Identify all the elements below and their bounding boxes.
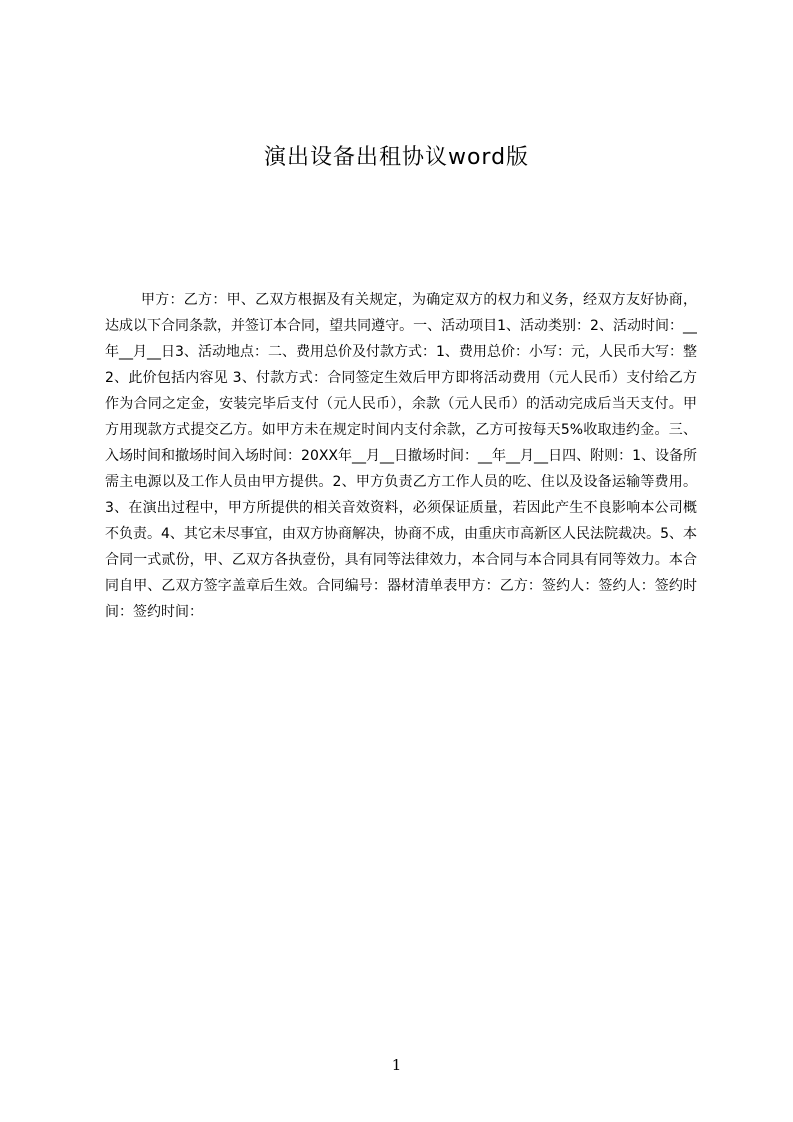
document-title: 演出设备出租协议word版 (263, 145, 530, 170)
page-number: 1 (391, 1056, 402, 1074)
document-body-text: 甲方：乙方：甲、乙双方根据及有关规定，为确定双方的权力和义务，经双方友好协商，达成以下合同条款，并签订本合同，望共同遵守。一、活动项目1、活动类别：2、活动时间：__年__月__日3、活动地点：二、费用总价及付款方式：1、费用总价：小写：元，人民币大写：整2、此价包括内容见 3、付款方式：合同签定生效后甲方即将活动费用（元人民币）支付给乙方作为合同之定金，安装完毕后支付（元人民币），余款（元人民币）的活动完成后当天支付。甲方用现款方式提交乙方。如甲方未在规定时间内支付余款，乙方可按每天5%收取违约金。三、入场时间和撤场时间入场时间：20XX年__月__日撤场时间：__年__月__日四、附则：1、设备所需主电源以及工作人员由甲方提供。2、甲方负责乙方工作人员的吃、住以及设备运输等费用。3、在演出过程中，甲方所提供的相关音效资料，必须保证质量，若因此产生不良影响本公司概不负责。4、其它未尽事宜，由双方协商解决，协商不成，由重庆市高新区人民法院裁决。5、本合同一式贰份，甲、乙双方各执壹份，具有同等法律效力，本合同与本合同具有同等效力。本合同自甲、乙双方签字盖章后生效。合同编号：器材清单表甲方：乙方：签约人：签约人：签约时间：签约时间： (105, 292, 697, 620)
